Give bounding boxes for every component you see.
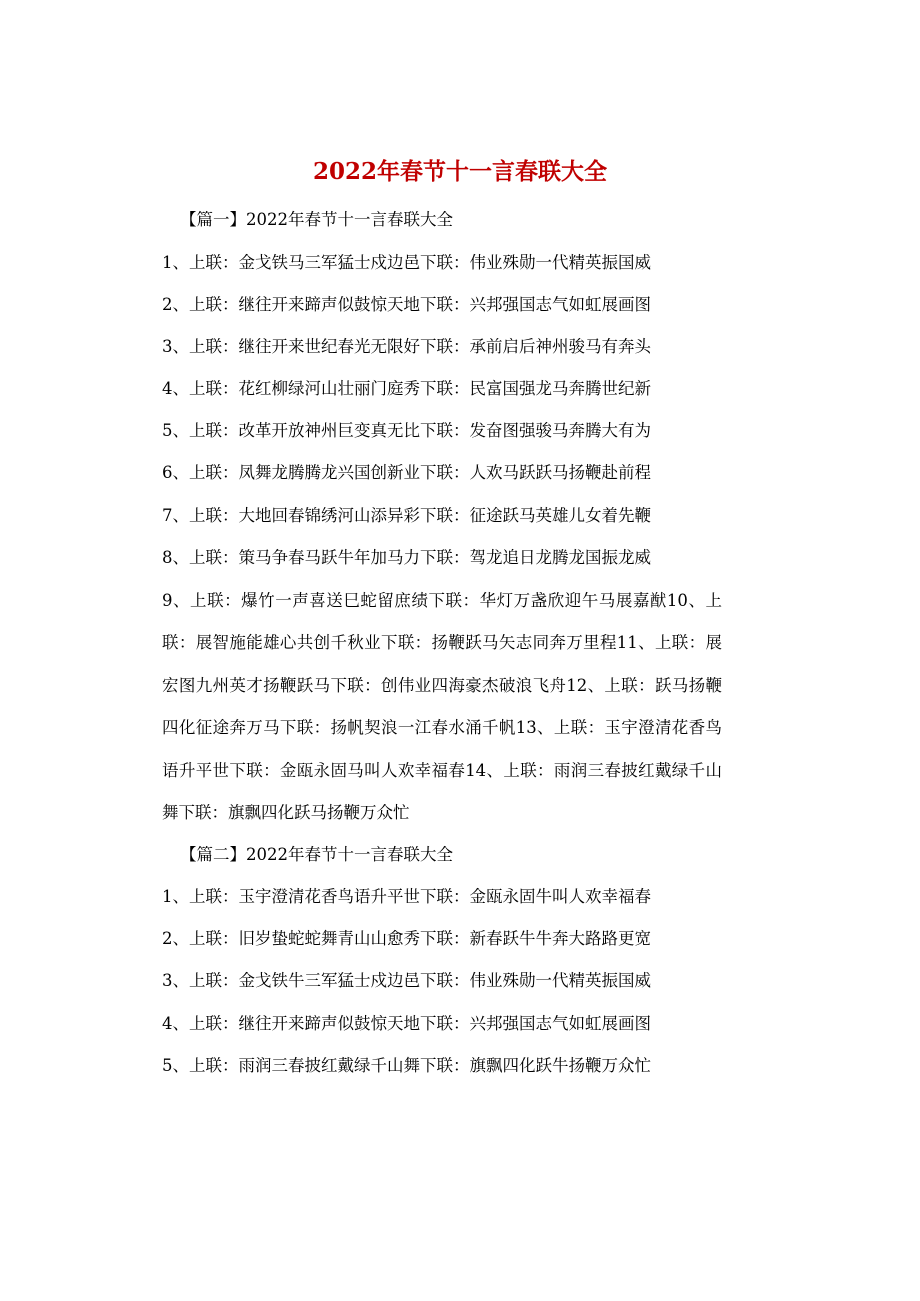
section-heading-1: 【篇一】2022年春节十一言春联大全 (180, 210, 453, 229)
section-heading-2: 【篇二】2022年春节十一言春联大全 (180, 845, 453, 864)
couplet-line: 4、上联：继往开来蹄声似鼓惊天地下联：兴邦强国志气如虹展画图 (162, 1014, 651, 1033)
couplet-line: 4、上联：花红柳绿河山壮丽门庭秀下联：民富国强龙马奔腾世纪新 (162, 379, 651, 398)
couplet-paragraph: 9、上联：爆竹一声喜送巳蛇留庶绩下联：华灯万盏欣迎午马展嘉猷10、上联：展智施能雄心共创千秋业下联：扬鞭跃马矢志同奔万里程11、上联：展宏图九州英才扬鞭跃马下联：创伟业四海豪杰破浪飞舟12、上联：跃马扬鞭四化征途奔万马下联：扬帆契浪一江春水涌千帆13、上联：玉宇澄清花香鸟语升平世下联：金瓯永固马叫人欢幸福春14、上联：雨润三春披红戴绿千山舞下联：旗飘四化跃马扬鞭万众忙 (162, 591, 722, 823)
document-title: 2022年春节十一言春联大全 (312, 158, 607, 185)
couplet-line: 2、上联：继往开来蹄声似鼓惊天地下联：兴邦强国志气如虹展画图 (162, 295, 651, 314)
couplet-line: 7、上联：大地回春锦绣河山添异彩下联：征途跃马英雄儿女着先鞭 (162, 506, 651, 525)
couplet-line: 1、上联：玉宇澄清花香鸟语升平世下联：金瓯永固牛叫人欢幸福春 (162, 887, 651, 906)
couplet-line: 5、上联：改革开放神州巨变真无比下联：发奋图强骏马奔腾大有为 (162, 421, 651, 440)
couplet-line: 8、上联：策马争春马跃牛年加马力下联：驾龙追日龙腾龙国振龙威 (162, 548, 651, 567)
couplet-line: 3、上联：继往开来世纪春光无限好下联：承前启后神州骏马有奔头 (162, 337, 651, 356)
couplet-line: 2、上联：旧岁蛰蛇蛇舞青山山愈秀下联：新春跃牛牛奔大路路更宽 (162, 929, 651, 948)
couplet-line: 6、上联：凤舞龙腾腾龙兴国创新业下联：人欢马跃跃马扬鞭赴前程 (162, 463, 651, 482)
couplet-line: 1、上联：金戈铁马三军猛士戍边邑下联：伟业殊勋一代精英振国威 (162, 253, 651, 272)
couplet-line: 5、上联：雨润三春披红戴绿千山舞下联：旗飘四化跃牛扬鞭万众忙 (162, 1056, 651, 1075)
couplet-line: 3、上联：金戈铁牛三军猛士戍边邑下联：伟业殊勋一代精英振国威 (162, 971, 651, 990)
